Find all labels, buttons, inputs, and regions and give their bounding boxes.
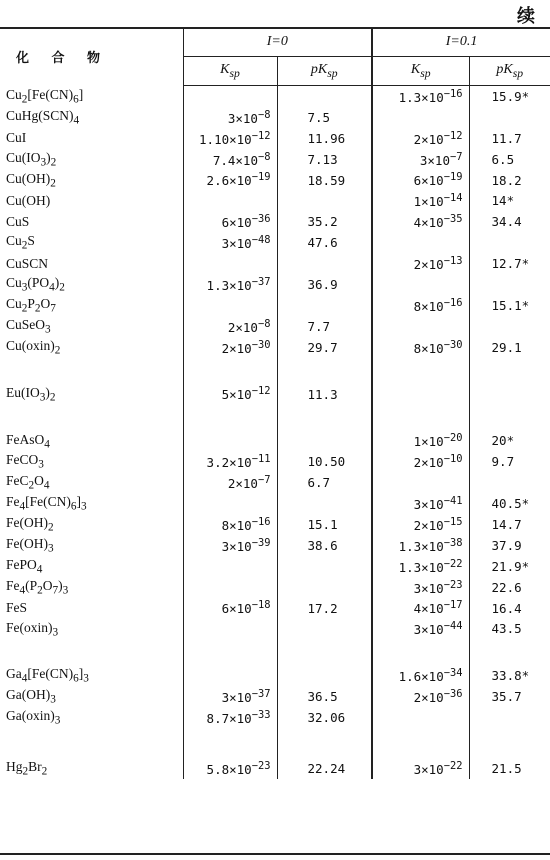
ksp-i01-cell: $1.3\times 10^{-16}$	[372, 86, 469, 107]
ksp-i01-cell: $3\times 10^{-41}$	[372, 493, 469, 514]
compound-cell: FeAsO$_4$	[6, 431, 50, 451]
ksp-i0-cell: $3.2\times 10^{-11}$	[183, 451, 277, 472]
ksp-i01-cell	[372, 358, 469, 384]
pksp-header-i0: $pK_{sp}$	[277, 57, 372, 86]
bottom-rule	[0, 853, 550, 855]
compound-cell: CuS	[6, 213, 30, 229]
pksp-i0-cell: 7.7	[277, 316, 372, 337]
ksp-i0-cell: $3\times 10^{-39}$	[183, 535, 277, 556]
ksp-i0-cell: $2\times 10^{-7}$	[183, 472, 277, 493]
compound-cell: $Cu_2S$	[6, 233, 35, 253]
compound-cell: $Cu(oxin)_2$	[6, 337, 61, 357]
table-row	[0, 149, 550, 170]
ksp-header-i0: $K_{sp}$	[183, 57, 277, 86]
pksp-i0-cell	[277, 358, 372, 384]
table-row	[0, 430, 550, 451]
ksp-i0-cell: $8.7\times 10^{-33}$	[183, 707, 277, 728]
compound-cell: $CuHg(SCN)_4$	[6, 107, 80, 127]
ksp-i0-cell: $3\times 10^{-37}$	[183, 686, 277, 707]
ksp-i0-cell: $8\times 10^{-16}$	[183, 514, 277, 535]
table-row	[0, 758, 550, 779]
ksp-i01-cell: $8\times 10^{-16}$	[372, 295, 469, 316]
pksp-i0-cell: 38.6	[277, 535, 372, 556]
compound-cell: $Cu(IO_3)_2$	[6, 149, 57, 169]
pksp-i0-cell: 17.2	[277, 598, 372, 619]
compound-cell: $Hg_2Br_2$	[6, 759, 48, 778]
compound-cell: $Fe_4(P_2O_7)_3$	[6, 577, 69, 597]
pksp-i01-cell: 40.5*	[469, 493, 550, 514]
pksp-i01-cell: 33.8*	[469, 665, 550, 686]
ksp-i0-cell	[183, 295, 277, 316]
pksp-i01-cell: 20*	[469, 430, 550, 451]
pksp-i0-cell	[277, 404, 372, 430]
compound-cell	[0, 728, 183, 758]
pksp-i01-cell: 14.7	[469, 514, 550, 535]
table-row	[0, 316, 550, 337]
table-row	[0, 598, 550, 619]
ksp-i0-cell: $1.3\times 10^{-37}$	[183, 274, 277, 295]
ksp-i01-cell: $1\times 10^{-14}$	[372, 190, 469, 211]
ksp-i0-cell: $2\times 10^{-30}$	[183, 337, 277, 358]
ksp-i0-cell: $2\times 10^{-8}$	[183, 316, 277, 337]
ksp-i01-cell: $4\times 10^{-17}$	[372, 598, 469, 619]
table-row	[0, 337, 550, 358]
ksp-i01-cell: $8\times 10^{-30}$	[372, 337, 469, 358]
compound-cell: FeS	[6, 600, 28, 616]
pksp-i01-cell	[469, 232, 550, 253]
ksp-i01-cell	[372, 728, 469, 758]
ksp-i01-cell: $3\times 10^{-7}$	[372, 149, 469, 170]
compound-cell: $FeC_2O_4$	[6, 473, 50, 493]
ksp-i01-cell	[372, 707, 469, 728]
ksp-i0-cell: $2.6\times 10^{-19}$	[183, 170, 277, 191]
ksp-i0-cell	[183, 728, 277, 758]
compound-cell: $Eu(IO_3)_2$	[6, 384, 56, 404]
pksp-i0-cell	[277, 86, 372, 107]
pksp-i0-cell: 15.1	[277, 514, 372, 535]
ksp-i0-cell: $3\times 10^{-8}$	[183, 107, 277, 128]
group-spacer-row	[0, 639, 550, 665]
ksp-i0-cell	[183, 190, 277, 211]
compound-cell: $Ga(OH)_3$	[6, 687, 56, 707]
compound-cell: $Cu_2P_2O_7$	[6, 296, 56, 315]
pksp-i01-cell: 21.5	[469, 758, 550, 779]
table-row	[0, 618, 550, 639]
pksp-i01-cell: 16.4	[469, 598, 550, 619]
continued-mark: 续	[517, 6, 536, 27]
compound-cell: Cu(OH)	[6, 192, 51, 208]
table-row	[0, 493, 550, 514]
table-row	[0, 211, 550, 232]
ksp-i0-cell: $6\times 10^{-18}$	[183, 598, 277, 619]
pksp-i01-cell: 21.9*	[469, 556, 550, 577]
table-body	[0, 86, 550, 779]
compound-cell: CuSCN	[6, 255, 49, 271]
ksp-i01-cell: $2\times 10^{-36}$	[372, 686, 469, 707]
ksp-i0-cell	[183, 358, 277, 384]
group-spacer-row	[0, 404, 550, 430]
pksp-i01-cell	[469, 404, 550, 430]
pksp-i01-cell: 15.9*	[469, 86, 550, 107]
table-row	[0, 170, 550, 191]
pksp-i0-cell	[277, 295, 372, 316]
compound-cell: $Fe_4[Fe(CN)_6]_3$	[6, 494, 87, 513]
ksp-i0-cell: $7.4\times 10^{-8}$	[183, 149, 277, 170]
pksp-i0-cell: 11.3	[277, 384, 372, 405]
table-row	[0, 707, 550, 728]
solubility-product-table	[0, 28, 550, 779]
table-row	[0, 295, 550, 316]
ksp-i01-cell	[372, 404, 469, 430]
compound-cell: CuSeO$_3$	[6, 316, 51, 336]
pksp-i0-cell	[277, 577, 372, 598]
compound-cell: $Ga(oxin)_3$	[6, 708, 61, 727]
ksp-i0-cell: $3\times 10^{-48}$	[183, 232, 277, 253]
pksp-i0-cell: 18.59	[277, 170, 372, 191]
pksp-i01-cell	[469, 384, 550, 405]
pksp-i0-cell: 6.7	[277, 472, 372, 493]
pksp-i0-cell: 36.5	[277, 686, 372, 707]
compound-cell	[0, 639, 183, 665]
group-spacer-row	[0, 358, 550, 384]
compound-cell: $Fe(oxin)_3$	[6, 619, 59, 639]
ksp-i0-cell	[183, 556, 277, 577]
table-row	[0, 514, 550, 535]
pksp-i01-cell: 18.2	[469, 170, 550, 191]
pksp-i0-cell: 10.50	[277, 451, 372, 472]
pksp-i0-cell	[277, 556, 372, 577]
ksp-i01-cell: $3\times 10^{-44}$	[372, 618, 469, 639]
ksp-i01-cell	[372, 384, 469, 405]
pksp-i01-cell: 11.7	[469, 128, 550, 149]
pksp-i0-cell	[277, 430, 372, 451]
ksp-i01-cell: $3\times 10^{-23}$	[372, 577, 469, 598]
ksp-i0-cell	[183, 639, 277, 665]
table-row	[0, 535, 550, 556]
ksp-i0-cell: $1.10\times 10^{-12}$	[183, 128, 277, 149]
pksp-i01-cell: 29.1	[469, 337, 550, 358]
pksp-i0-cell: 36.9	[277, 274, 372, 295]
pksp-i0-cell: 35.2	[277, 211, 372, 232]
pksp-i0-cell: 7.5	[277, 107, 372, 128]
compound-cell: $Fe(OH)_3$	[6, 536, 54, 555]
ksp-i01-cell: $6\times 10^{-19}$	[372, 170, 469, 191]
pksp-i01-cell	[469, 274, 550, 295]
pksp-i01-cell: 6.5	[469, 149, 550, 170]
ksp-i0-cell	[183, 577, 277, 598]
pksp-i01-cell	[469, 472, 550, 493]
ksp-i01-cell	[372, 232, 469, 253]
ksp-i01-cell	[372, 639, 469, 665]
pksp-i01-cell: 9.7	[469, 451, 550, 472]
ksp-i0-cell: $6\times 10^{-36}$	[183, 211, 277, 232]
compound-header: 化 合 物	[16, 51, 110, 67]
compound-cell	[0, 358, 183, 384]
pksp-i01-cell	[469, 316, 550, 337]
table-row	[0, 686, 550, 707]
pksp-i0-cell: 11.96	[277, 128, 372, 149]
pksp-i01-cell	[469, 358, 550, 384]
compound-cell: $Cu_2[Fe(CN)_6]$	[6, 86, 84, 106]
ksp-i01-cell: $3\times 10^{-22}$	[372, 758, 469, 779]
compound-cell: CuI	[6, 130, 27, 146]
pksp-i0-cell	[277, 190, 372, 211]
pksp-i0-cell	[277, 253, 372, 274]
compound-cell: $Fe(OH)_2$	[6, 515, 54, 534]
ksp-i0-cell	[183, 253, 277, 274]
pksp-i01-cell: 12.7*	[469, 253, 550, 274]
ksp-i0-cell	[183, 404, 277, 430]
table-row	[0, 556, 550, 577]
pksp-i0-cell: 22.24	[277, 758, 372, 779]
ksp-i0-cell	[183, 430, 277, 451]
pksp-i0-cell: 47.6	[277, 232, 372, 253]
ksp-i01-cell: $1.3\times 10^{-38}$	[372, 535, 469, 556]
ksp-i01-cell: $2\times 10^{-15}$	[372, 514, 469, 535]
table-row	[0, 577, 550, 598]
ksp-i0-cell	[183, 493, 277, 514]
ksp-i01-cell: $1.3\times 10^{-22}$	[372, 556, 469, 577]
table-row	[0, 665, 550, 686]
pksp-i01-cell: 35.7	[469, 686, 550, 707]
pksp-i01-cell	[469, 707, 550, 728]
table-row	[0, 384, 550, 405]
table-row	[0, 107, 550, 128]
table-row	[0, 472, 550, 493]
pksp-i0-cell	[277, 639, 372, 665]
pksp-i01-cell: 34.4	[469, 211, 550, 232]
compound-cell	[0, 404, 183, 430]
ionic-strength-01-header: I=0.1	[372, 28, 550, 57]
table-row	[0, 232, 550, 253]
pksp-i01-cell	[469, 107, 550, 128]
ionic-strength-0-header: I=0	[183, 28, 372, 57]
pksp-i01-cell: 22.6	[469, 577, 550, 598]
ksp-i01-cell: $1.6\times 10^{-34}$	[372, 665, 469, 686]
ksp-i01-cell	[372, 316, 469, 337]
compound-cell: FePO$_4$	[6, 556, 43, 576]
table-row	[0, 86, 550, 107]
pksp-i01-cell: 14*	[469, 190, 550, 211]
pksp-i01-cell: 15.1*	[469, 295, 550, 316]
ksp-header-i01: $K_{sp}$	[372, 57, 469, 86]
ksp-i01-cell	[372, 472, 469, 493]
ksp-i0-cell	[183, 86, 277, 107]
ksp-i01-cell: $2\times 10^{-13}$	[372, 253, 469, 274]
ksp-i0-cell: $5.8\times 10^{-23}$	[183, 758, 277, 779]
pksp-header-i01: $pK_{sp}$	[469, 57, 550, 86]
pksp-i01-cell: 43.5	[469, 618, 550, 639]
compound-cell: $Cu_3(PO_4)_2$	[6, 275, 65, 294]
table-row	[0, 128, 550, 149]
table-row	[0, 451, 550, 472]
compound-cell: FeCO$_3$	[6, 452, 44, 472]
table-row	[0, 274, 550, 295]
pksp-i01-cell: 37.9	[469, 535, 550, 556]
ksp-i01-cell: $2\times 10^{-12}$	[372, 128, 469, 149]
ksp-i0-cell	[183, 618, 277, 639]
pksp-i0-cell: 29.7	[277, 337, 372, 358]
pksp-i0-cell	[277, 728, 372, 758]
compound-cell: $Cu(OH)_2$	[6, 170, 56, 190]
group-spacer-row	[0, 728, 550, 758]
ksp-i01-cell	[372, 274, 469, 295]
pksp-i0-cell	[277, 665, 372, 686]
ksp-i01-cell: $4\times 10^{-35}$	[372, 211, 469, 232]
pksp-i0-cell	[277, 618, 372, 639]
ksp-i01-cell: $1\times 10^{-20}$	[372, 430, 469, 451]
pksp-i0-cell: 32.06	[277, 707, 372, 728]
ksp-i01-cell	[372, 107, 469, 128]
ksp-i0-cell	[183, 665, 277, 686]
table-row	[0, 253, 550, 274]
pksp-i0-cell	[277, 493, 372, 514]
compound-cell: $Ga_4[Fe(CN)_6]_3$	[6, 666, 89, 686]
pksp-i01-cell	[469, 639, 550, 665]
ksp-i01-cell: $2\times 10^{-10}$	[372, 451, 469, 472]
table-row	[0, 190, 550, 211]
pksp-i01-cell	[469, 728, 550, 758]
pksp-i0-cell: 7.13	[277, 149, 372, 170]
ksp-i0-cell: $5\times 10^{-12}$	[183, 384, 277, 405]
